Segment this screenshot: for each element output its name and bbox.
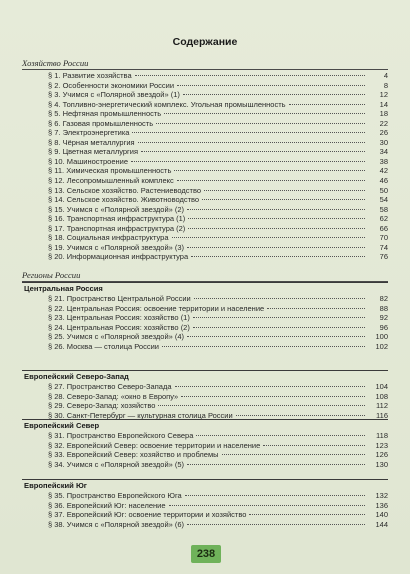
toc-entry[interactable] — [22, 100, 388, 110]
toc-entry-page: 76 — [379, 252, 388, 262]
toc-entry[interactable] — [22, 342, 388, 352]
toc-entry-title: § 16. Транспортная инфраструктура (1) — [48, 214, 186, 224]
toc-entry-page: 54 — [379, 195, 388, 205]
toc-entry-title: § 10. Машиностроение — [48, 156, 128, 166]
toc-entry[interactable] — [22, 431, 388, 441]
dot-leader — [193, 327, 365, 328]
toc-entry-page: 4 — [383, 71, 388, 80]
toc-entry-title: § 20. Информационная инфраструктура — [48, 252, 189, 262]
group-title: Европейский Юг — [24, 481, 87, 490]
page-number-badge: 238 — [191, 545, 221, 563]
dot-leader — [162, 346, 365, 347]
toc-entry-title: § 17. Транспортная инфраструктура (2) — [48, 223, 186, 233]
toc-entry-title: § 35. Пространство Европейского Юга — [48, 491, 182, 500]
toc-entry-title: § 36. Европейский Юг: население — [48, 500, 166, 510]
toc-entry-page: 118 — [376, 431, 388, 440]
toc-entry[interactable] — [22, 520, 388, 530]
toc-entry-title: § 29. Северо-Запад: хозяйство — [48, 401, 156, 411]
toc-entry[interactable] — [22, 186, 388, 196]
toc-entry[interactable] — [22, 450, 388, 460]
toc-entry[interactable] — [22, 233, 388, 243]
dot-leader — [169, 505, 365, 506]
dot-leader — [158, 405, 365, 406]
toc-entry-title: § 33. Европейский Север: хозяйство и проблемы — [48, 450, 219, 460]
toc-entry-title: § 5. Нефтяная промышленность — [48, 109, 162, 119]
dot-leader — [187, 209, 365, 210]
toc-entry-page: 50 — [379, 185, 388, 195]
toc-entry-title: § 1. Развитие хозяйства — [48, 71, 132, 80]
toc-entry-title: § 24. Центральная Россия: хозяйство (2) — [48, 322, 190, 332]
toc-entry-title: § 11. Химическая промышленность — [48, 166, 172, 176]
dot-leader — [177, 180, 365, 181]
toc-entry[interactable] — [22, 119, 388, 129]
part-heading-economy: Хозяйство России — [22, 58, 388, 70]
toc-entry[interactable] — [22, 205, 388, 215]
group-northwest — [22, 370, 388, 420]
toc-entry-title: § 25. Учимся с «Полярной звездой» (4) — [48, 332, 185, 342]
toc-entry-page: 100 — [375, 332, 388, 342]
toc-entry-title: § 13. Сельское хозяйство. Растениеводство — [48, 185, 202, 195]
toc-entry-title: § 12. Лесопромышленный комплекс — [48, 176, 174, 186]
dot-leader — [236, 415, 365, 416]
toc-entry-page: 102 — [375, 341, 388, 351]
toc-entry[interactable] — [22, 382, 388, 392]
toc-entry-title: § 2. Особенности экономики России — [48, 80, 175, 90]
toc-entry-page: 34 — [379, 147, 388, 157]
dot-leader — [187, 524, 365, 525]
toc-entry-title: § 9. Цветная металлургия — [48, 147, 139, 157]
dot-leader — [164, 113, 365, 114]
toc-entry-title: § 38. Учимся с «Полярной звездой» (6) — [48, 519, 185, 529]
dot-leader — [187, 336, 365, 337]
toc-entry-page: 126 — [375, 450, 388, 460]
toc-entry-title: § 27. Пространство Северо-Запада — [48, 382, 172, 391]
toc-entry-page: 130 — [375, 459, 388, 469]
toc-entry-page: 42 — [379, 166, 388, 176]
toc-entry[interactable] — [22, 214, 388, 224]
toc-entry-page: 70 — [379, 233, 388, 243]
dot-leader — [138, 142, 365, 143]
toc-entry-title: § 18. Социальная инфраструктура — [48, 233, 169, 243]
toc-entry-page: 112 — [376, 401, 388, 411]
toc-entry-page: 14 — [379, 99, 388, 109]
dot-leader — [177, 85, 365, 86]
toc-entry-page: 12 — [379, 90, 388, 100]
part-heading-regions: Регионы России — [22, 270, 388, 282]
dot-leader — [263, 445, 365, 446]
toc-entry-page: 144 — [375, 519, 388, 529]
dot-leader — [156, 123, 365, 124]
toc-entry-title: § 14. Сельское хозяйство. Животноводство — [48, 195, 200, 205]
dot-leader — [181, 396, 365, 397]
dot-leader — [188, 228, 365, 229]
dot-leader — [183, 94, 365, 95]
dot-leader — [196, 435, 365, 436]
toc-entry-page: 22 — [379, 118, 388, 128]
toc-entry[interactable] — [22, 401, 388, 411]
toc-entry-page: 18 — [379, 109, 388, 119]
toc-entry[interactable] — [22, 304, 388, 314]
dot-leader — [191, 256, 365, 257]
dot-leader — [249, 514, 365, 515]
toc-entry-title: § 34. Учимся с «Полярной звездой» (5) — [48, 459, 185, 469]
toc-entry[interactable] — [22, 510, 388, 520]
group-central — [22, 282, 388, 351]
toc-entry-title: § 8. Чёрная металлургия — [48, 137, 135, 147]
dot-leader — [202, 199, 365, 200]
dot-leader — [187, 464, 365, 465]
toc-entry-title: § 22. Центральная Россия: освоение территории и население — [48, 303, 265, 313]
dot-leader — [172, 237, 365, 238]
toc-entry[interactable] — [22, 392, 388, 402]
toc-entry[interactable] — [22, 460, 388, 470]
toc-entry-page: 108 — [375, 391, 388, 401]
group-title: Европейский Север — [24, 421, 100, 430]
toc-entry-title: § 3. Учимся с «Полярной звездой» (1) — [48, 90, 180, 100]
toc-entry-page: 26 — [379, 128, 388, 138]
toc-entry-page: 62 — [379, 214, 388, 224]
dot-leader — [131, 161, 365, 162]
toc-entry[interactable] — [22, 138, 388, 148]
toc-entry-page: 8 — [383, 80, 388, 90]
toc-entry[interactable] — [22, 294, 388, 304]
toc-entry[interactable] — [22, 332, 388, 342]
toc-entry-title: § 7. Электроэнергетика — [48, 128, 130, 138]
toc-entry[interactable] — [22, 224, 388, 234]
dot-leader — [194, 298, 365, 299]
toc-entry[interactable] — [22, 313, 388, 323]
dot-leader — [175, 386, 366, 387]
toc-entry[interactable] — [22, 243, 388, 253]
toc-entry[interactable] — [22, 441, 388, 451]
dot-leader — [135, 75, 365, 76]
toc-entry[interactable] — [22, 128, 388, 138]
dot-leader — [289, 104, 365, 105]
group-title: Центральная Россия — [24, 284, 103, 293]
dot-leader — [188, 218, 365, 219]
toc-entry-page: 92 — [379, 313, 388, 323]
dot-leader — [141, 151, 365, 152]
dot-leader — [174, 170, 365, 171]
toc-entry-page: 116 — [376, 410, 388, 420]
toc-entry-title: § 32. Европейский Север: освоение территории и население — [48, 440, 261, 450]
dot-leader — [267, 308, 365, 309]
toc-entry[interactable] — [22, 90, 388, 100]
toc-entry-title: § 19. Учимся с «Полярной звездой» (3) — [48, 242, 185, 252]
dot-leader — [187, 247, 365, 248]
toc-entry-page: 136 — [375, 500, 388, 510]
toc-entry-title: § 31. Пространство Европейского Севера — [48, 431, 194, 440]
toc-entry[interactable] — [22, 323, 388, 333]
toc-entry-page: 123 — [375, 440, 388, 450]
toc-entry-title: § 15. Учимся с «Полярной звездой» (2) — [48, 204, 185, 214]
toc-entry-page: 96 — [379, 322, 388, 332]
dot-leader — [222, 454, 365, 455]
group-entries — [22, 431, 388, 469]
part1-list — [22, 71, 388, 262]
toc-entry-title: § 4. Топливно-энергетический комплекс. Угольная промышленность — [48, 99, 286, 109]
toc-entry-page: 46 — [379, 176, 388, 186]
group-title: Европейский Северо-Запад — [24, 372, 129, 381]
toc-entry-title: § 37. Европейский Юг: освоение территории и хозяйство — [48, 510, 247, 520]
toc-entry[interactable] — [22, 71, 388, 81]
toc-entry[interactable] — [22, 166, 388, 176]
toc-entry-title: § 21. Пространство Центральной России — [48, 294, 191, 303]
toc-entry-title: § 28. Северо-Запад: «окно в Европу» — [48, 391, 179, 401]
toc-entry[interactable] — [22, 491, 388, 501]
group-north — [22, 419, 388, 469]
toc-entry-title: § 26. Москва — столица России — [48, 341, 159, 351]
dot-leader — [185, 495, 365, 496]
toc-entry-title: § 23. Центральная Россия: хозяйство (1) — [48, 313, 190, 323]
dot-leader — [204, 190, 365, 191]
toc-entry-page: 82 — [379, 294, 388, 303]
group-entries — [22, 294, 388, 351]
dot-leader — [132, 132, 365, 133]
toc-entry[interactable] — [22, 157, 388, 167]
page-title: Содержание — [172, 36, 238, 48]
toc-entry[interactable] — [22, 147, 388, 157]
toc-entry-page: 58 — [379, 204, 388, 214]
group-entries — [22, 491, 388, 529]
toc-entry[interactable] — [22, 501, 388, 511]
toc-entry[interactable] — [22, 176, 388, 186]
toc-entry[interactable] — [22, 252, 388, 262]
dot-leader — [193, 317, 365, 318]
toc-entry-page: 38 — [379, 156, 388, 166]
toc-entry[interactable] — [22, 81, 388, 91]
group-south — [22, 479, 388, 529]
toc-entry[interactable] — [22, 195, 388, 205]
toc-entry-page: 88 — [379, 303, 388, 313]
toc-entry-page: 30 — [379, 137, 388, 147]
toc-entry-page: 74 — [379, 242, 388, 252]
toc-entry-title: § 6. Газовая промышленность — [48, 118, 154, 128]
toc-entry[interactable] — [22, 109, 388, 119]
toc-entry-page: 66 — [379, 223, 388, 233]
toc-entry-page: 140 — [375, 510, 388, 520]
toc-entry-page: 132 — [375, 491, 388, 500]
toc-entry-title: § 30. Санкт-Петербург — культурная столица России — [48, 410, 233, 420]
toc-entry-page: 104 — [375, 382, 388, 391]
group-entries — [22, 382, 388, 420]
